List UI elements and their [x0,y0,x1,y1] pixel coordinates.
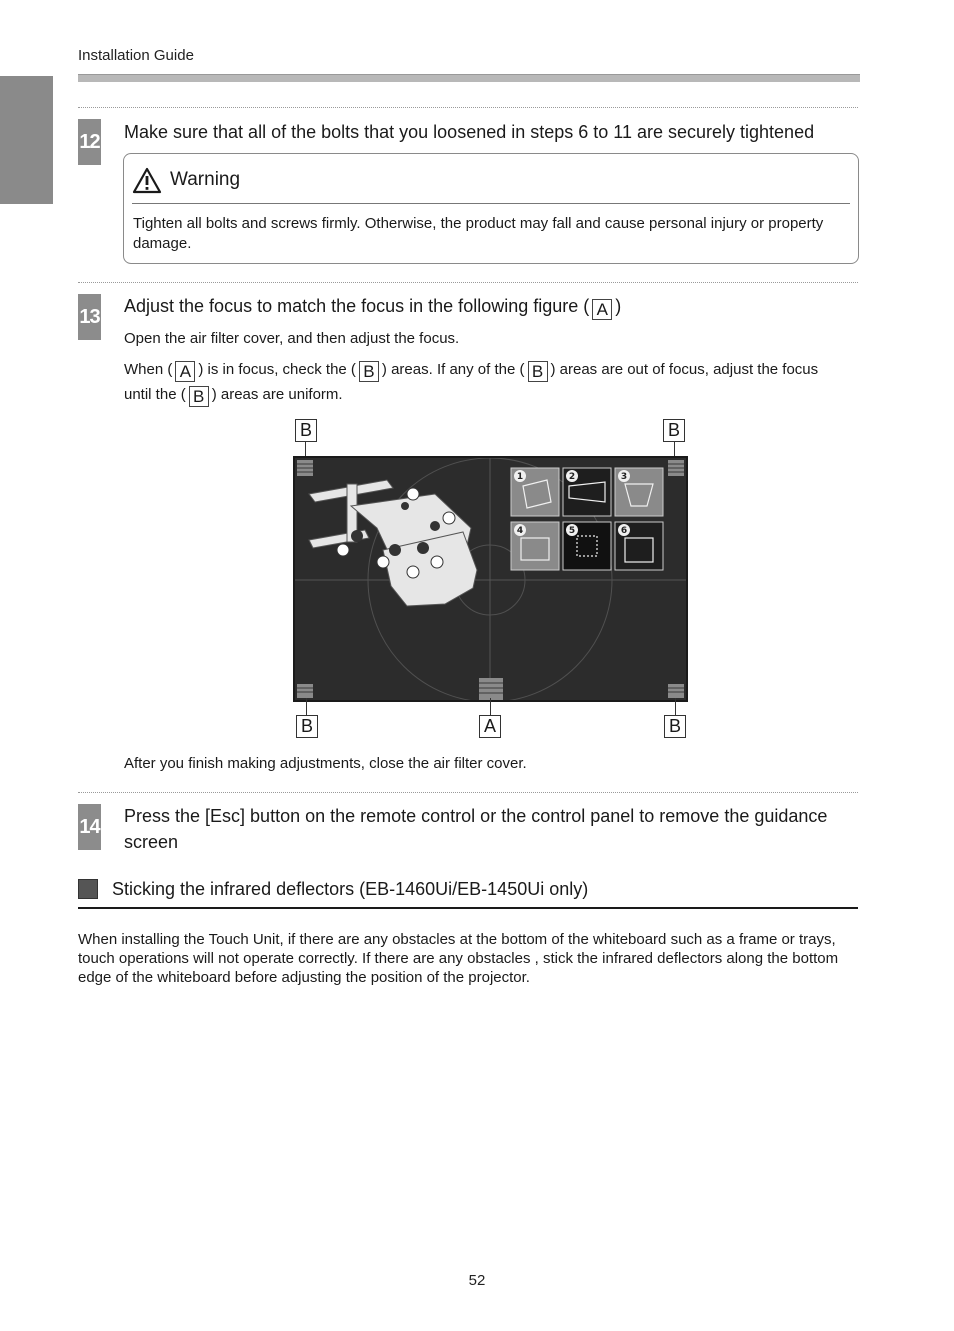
text-fragment: ) is in focus, check the ( [198,361,356,378]
label-a-inline: A [175,361,195,382]
step-13-title-text: Adjust the focus to match the focus in the following figure ( [124,296,590,316]
label-a-inline: A [592,299,612,320]
section-rule [78,907,858,909]
warning-rule [132,203,850,204]
step-number-14: 14 [78,804,101,850]
step-13-line-2 [124,360,818,382]
figure-label-a-bottom-center: A [479,715,501,738]
focus-figure [293,456,688,702]
side-tab [0,76,53,204]
step-13-after-text: After you finish making adjustments, close the air filter cover. [124,755,527,772]
figure-label-b-top-right: B [663,419,685,442]
focus-pattern-graphic [295,458,686,700]
divider [78,282,858,283]
figure-number: 6 [620,526,628,536]
label-b-inline: B [189,386,209,407]
header-title: Installation Guide [78,47,194,64]
divider [78,107,858,108]
warning-icon [132,167,162,194]
step-12-title: Make sure that all of the bolts that you loosened in steps 6 to 11 are securely tightened [124,122,815,142]
figure-number: 5 [568,526,576,536]
figure-number: 2 [568,472,576,482]
step-13-line-3 [124,385,343,407]
figure-label-b-bottom-left: B [296,715,318,738]
section-title: Sticking the infrared deflectors (EB-1460Ui/EB-1450Ui only) [112,879,589,899]
step-13-title-close: ) [615,296,622,316]
text-fragment: ) areas are uniform. [211,386,343,403]
warning-header [132,162,240,198]
warning-heading: Warning [170,169,241,190]
figure-number: 3 [620,472,628,482]
text-fragment: When ( [124,361,173,378]
text-fragment: ) areas. If any of the ( [381,361,525,378]
leader-line [490,698,491,716]
divider [78,792,858,793]
text-fragment: until the ( [124,386,186,403]
warning-text: Tighten all bolts and screws firmly. Otherwise, the product may fall and cause personal injury or property damage. [133,215,824,252]
figure-number: 1 [516,472,524,482]
page-number: 52 [468,1272,486,1289]
step-number-12: 12 [78,119,101,165]
figure-label-b-bottom-right: B [664,715,686,738]
text-fragment: ) areas are out of focus, adjust the focus [550,361,819,378]
figure-label-b-top-left: B [295,419,317,442]
label-b-inline: B [359,361,379,382]
step-13-line-1: Open the air filter cover, and then adjust the focus. [124,330,460,347]
section-marker [78,879,98,899]
section-paragraph: When installing the Touch Unit, if there are any obstacles at the bottom of the whiteboard such as a frame or trays, touch operations will not operate correctly. If there are any obstacles , stick the infrared deflectors along the bottom edge of the whiteboard before adjusting the position of the projector. [78,931,839,986]
warning-box [123,153,859,264]
figure-number: 4 [516,526,524,536]
step-13-title [124,293,621,320]
leader-line [306,698,307,716]
step-14-title: Press the [Esc] button on the remote control or the control panel to remove the guidance screen [124,806,828,852]
label-b-inline: B [528,361,548,382]
leader-line [675,698,676,716]
step-number-13: 13 [78,294,101,340]
header-rule [78,74,860,82]
